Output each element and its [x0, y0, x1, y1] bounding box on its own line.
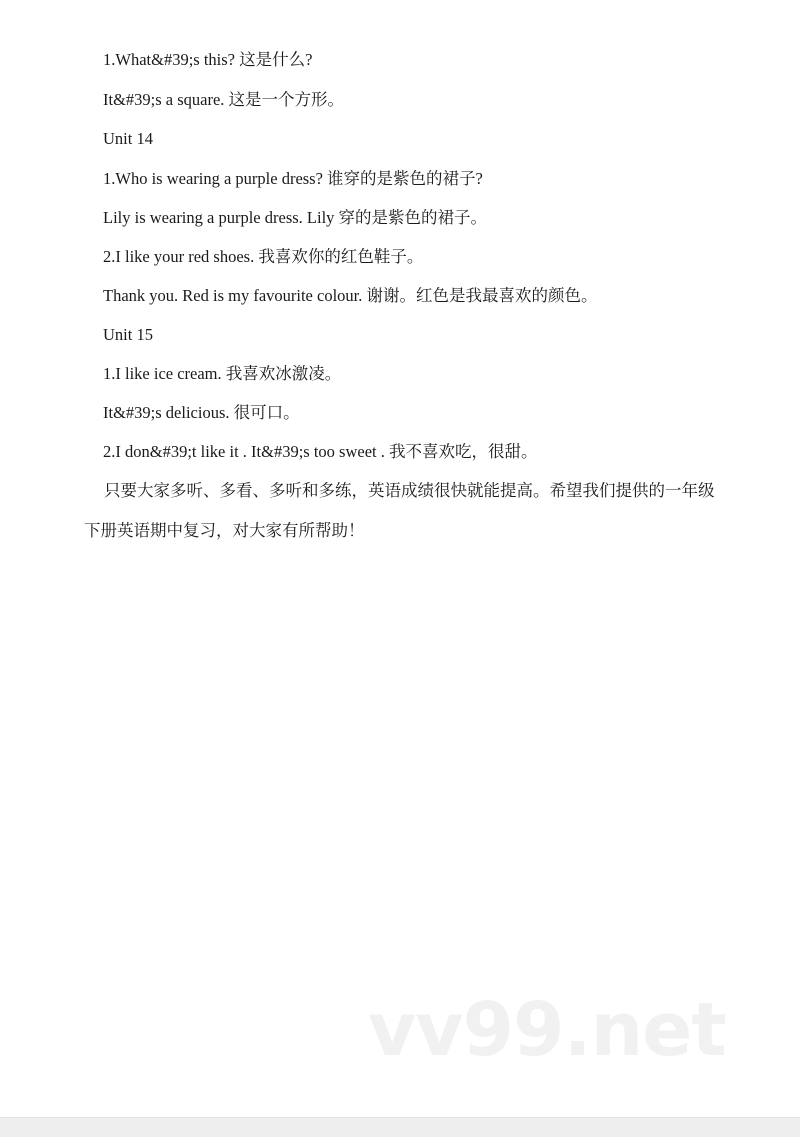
unit-heading: Unit 14: [103, 129, 153, 148]
closing-paragraph: 只要大家多听、多看、多听和多练，英语成绩很快就能提高。希望我们提供的一年级下册英语期中复习，对大家有所帮助！: [84, 481, 715, 540]
text-line: 1.Who is wearing a purple dress? 谁穿的是紫色的裙子?: [103, 169, 483, 188]
unit-heading: Unit 15: [103, 325, 153, 344]
text-line: 1.What&#39;s this? 这是什么?: [103, 50, 313, 69]
text-line: 2.I don&#39;t like it . It&#39;s too sweet . 我不喜欢吃，很甜。: [103, 442, 538, 461]
text-line: 1.I like ice cream. 我喜欢冰激凌。: [103, 364, 342, 383]
text-line: It&#39;s a square. 这是一个方形。: [103, 90, 345, 109]
text-line: Lily is wearing a purple dress. Lily 穿的是紫色的裙子。: [103, 208, 488, 227]
watermark-logo: vv99.net: [368, 987, 726, 1073]
text-line: 2.I like your red shoes. 我喜欢你的红色鞋子。: [103, 247, 424, 266]
viewer-bottom-bar: [0, 1117, 800, 1137]
text-line: Thank you. Red is my favourite colour. 谢谢。红色是我最喜欢的颜色。: [103, 286, 598, 305]
text-line: It&#39;s delicious. 很可口。: [103, 403, 300, 422]
